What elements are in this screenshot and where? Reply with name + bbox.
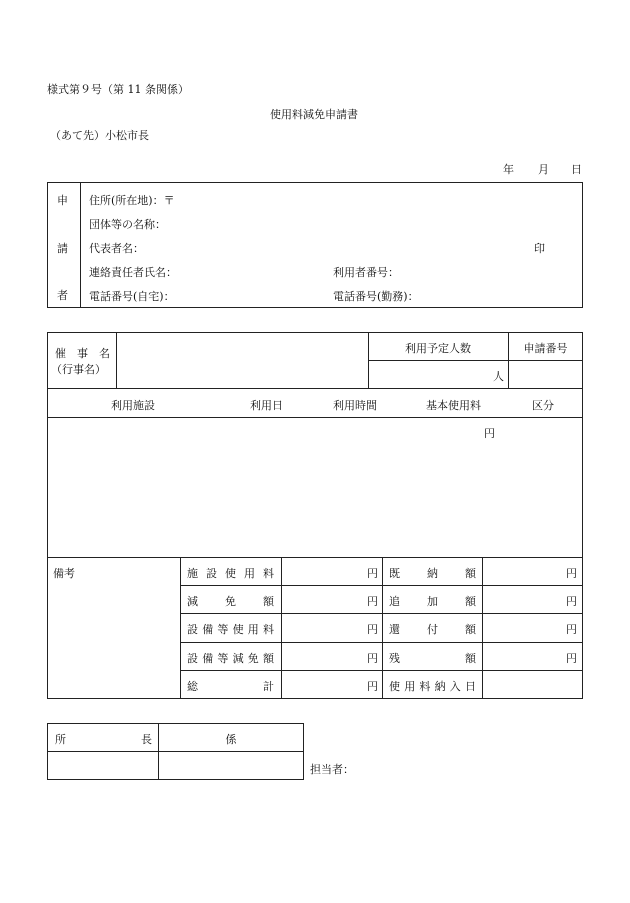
usage-fee-unit: 円: [484, 427, 495, 440]
org-name-label: 団体等の名称：: [89, 218, 166, 231]
total-label: 総 計: [187, 680, 274, 693]
fees-row-line: [180, 670, 583, 671]
yen-unit: 円: [566, 567, 577, 580]
fees-row-line: [180, 642, 583, 643]
fees-top-line: [47, 557, 583, 558]
reduction-label: 減 免 額: [187, 595, 274, 608]
fees-divider-right-label: [482, 557, 483, 699]
facility-fee-label: 施 設 使 用 料: [187, 567, 274, 580]
usage-header-time: 利用時間: [333, 399, 377, 412]
expected-people-label: 利用予定人数: [405, 342, 471, 355]
phone-work-label: 電話番号(勤務)：: [333, 290, 419, 303]
yen-unit: 円: [367, 595, 378, 608]
applicant-side-char: 者: [57, 289, 68, 302]
fees-row-line: [180, 613, 583, 614]
event-name-sub-label: （行事名）: [51, 363, 106, 376]
fees-row-line: [180, 585, 583, 586]
date-day: 日: [571, 163, 582, 176]
approval-mid-line: [47, 751, 304, 752]
usage-header-facility: 利用施設: [111, 399, 155, 412]
yen-unit: 円: [566, 595, 577, 608]
seal-mark: 印: [534, 242, 545, 255]
event-mid-line: [368, 360, 583, 361]
event-name-label: 催 事 名: [55, 347, 110, 360]
usage-header-base-fee: 基本使用料: [426, 399, 481, 412]
fees-divider-left-label: [281, 557, 282, 699]
yen-unit: 円: [367, 567, 378, 580]
address-label: 住所(所在地)：〒: [89, 194, 175, 207]
fees-divider-left-value: [382, 557, 383, 699]
date-month: 月: [538, 163, 549, 176]
event-label-divider: [116, 332, 117, 388]
date-year: 年: [503, 163, 514, 176]
user-number-label: 利用者番号：: [333, 266, 399, 279]
yen-unit: 円: [566, 623, 577, 636]
phone-home-label: 電話番号(自宅)：: [89, 290, 175, 303]
balance-amount-label: 残 額: [389, 652, 476, 665]
document-title: 使用料減免申請書: [270, 108, 358, 121]
payment-date-label: 使 用 料 納 入 日: [389, 680, 476, 693]
representative-label: 代表者名：: [89, 242, 144, 255]
paid-amount-label: 既 納 額: [389, 567, 476, 580]
usage-header-date: 利用日: [250, 399, 283, 412]
yen-unit: 円: [367, 680, 378, 693]
remarks-label: 備考: [53, 567, 75, 580]
usage-header-bottom-line: [47, 417, 583, 418]
additional-amount-label: 追 加 額: [389, 595, 476, 608]
director-label: 所 長: [55, 733, 152, 746]
refund-amount-label: 還 付 額: [389, 623, 476, 636]
applicant-side-char: 申: [57, 194, 68, 207]
person-in-charge-label: 担当者：: [310, 763, 354, 776]
equipment-fee-label: 設 備 等 使 用 料: [187, 623, 274, 636]
form-number: 様式第９号（第 11 条関係）: [47, 83, 189, 96]
yen-unit: 円: [566, 652, 577, 665]
equipment-reduction-label: 設 備 等 減 免 額: [187, 652, 274, 665]
applicant-side-char: 請: [57, 242, 68, 255]
people-unit: 人: [493, 370, 504, 383]
contact-person-label: 連絡責任者氏名：: [89, 266, 177, 279]
fees-divider-remarks: [180, 557, 181, 699]
applicant-divider: [80, 182, 81, 308]
yen-unit: 円: [367, 623, 378, 636]
staff-label: 係: [225, 733, 237, 746]
yen-unit: 円: [367, 652, 378, 665]
application-number-label: 申請番号: [523, 342, 568, 355]
addressee: （あて先）小松市長: [50, 129, 149, 142]
usage-header-category: 区分: [532, 399, 554, 412]
event-bottom-line: [47, 388, 583, 389]
